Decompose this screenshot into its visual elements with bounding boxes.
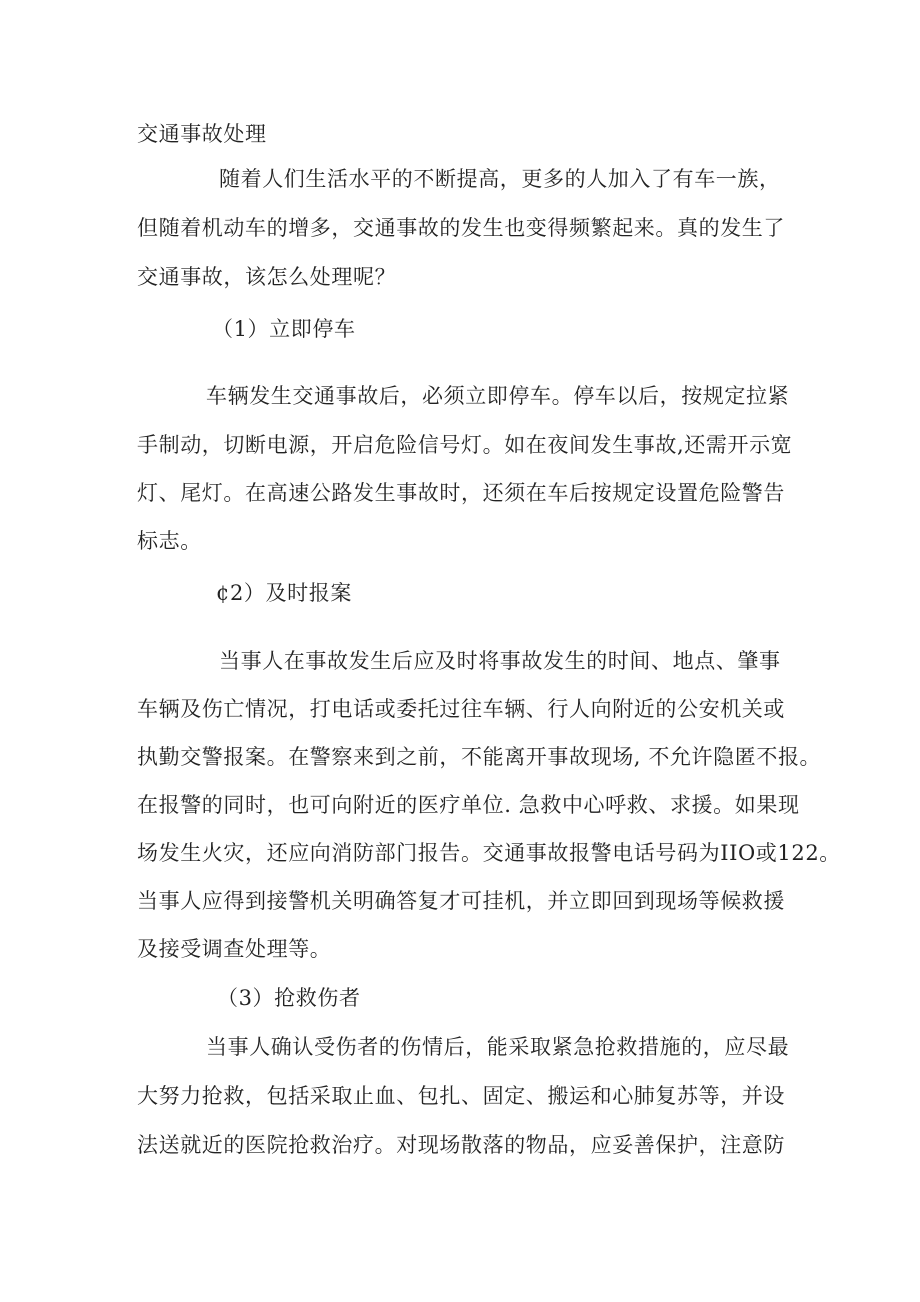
- section-2-line-2: 车辆及伤亡情况，打电话或委托过往车辆、行人向附近的公安机关或: [137, 697, 785, 721]
- section-2-line-5: 场发生火灾，还应向消防部门报告。交通事故报警电话号码为IIO或122。: [137, 841, 841, 865]
- section-heading-2: ¢2）及时报案: [216, 581, 352, 605]
- section-2-line-7: 及接受调查处理等。: [137, 937, 332, 961]
- section-3-line-1: 当事人确认受伤者的伤情后，能采取紧急抢救措施的，应尽最: [206, 1035, 790, 1059]
- section-1-line-4: 标志。: [137, 529, 202, 553]
- section-1-line-3: 灯、尾灯。在高速公路发生事故时，还须在车后按规定设置危险警告: [137, 481, 785, 505]
- section-heading-3: （3）抢救伤者: [217, 986, 361, 1010]
- section-2-line-6: 当事人应得到接警机关明确答复才可挂机，并立即回到现场等候救援: [137, 889, 785, 913]
- intro-line-2: 但随着机动车的增多，交通事故的发生也变得频繁起来。真的发生了: [137, 216, 785, 240]
- section-2-line-1: 当事人在事故发生后应及时将事故发生的时间、地点、肇事: [219, 649, 781, 673]
- document-title: 交通事故处理: [137, 122, 267, 146]
- section-3-line-3: 法送就近的医院抢救治疗。对现场散落的物品，应妥善保护，注意防: [137, 1133, 785, 1157]
- intro-line-3: 交通事故，该怎么处理呢？: [137, 265, 397, 289]
- intro-line-1: 随着人们生活水平的不断提高，更多的人加入了有车一族，: [219, 167, 781, 191]
- section-heading-1: （1）立即停车: [212, 317, 356, 341]
- section-3-line-2: 大努力抢救，包括采取止血、包扎、固定、搬运和心肺复苏等，并设: [137, 1084, 785, 1108]
- section-2-line-3: 执勤交警报案。在警察来到之前，不能离开事故现场, 不允许隐匿不报。: [137, 745, 822, 769]
- section-1-line-2: 手制动，切断电源，开启危险信号灯。如在夜间发生事故,还需开示宽: [137, 433, 793, 457]
- section-2-line-4: 在报警的同时，也可向附近的医疗单位. 急救中心呼救、求援。如果现: [137, 793, 800, 817]
- section-1-line-1: 车辆发生交通事故后，必须立即停车。停车以后，按规定拉紧: [206, 384, 790, 408]
